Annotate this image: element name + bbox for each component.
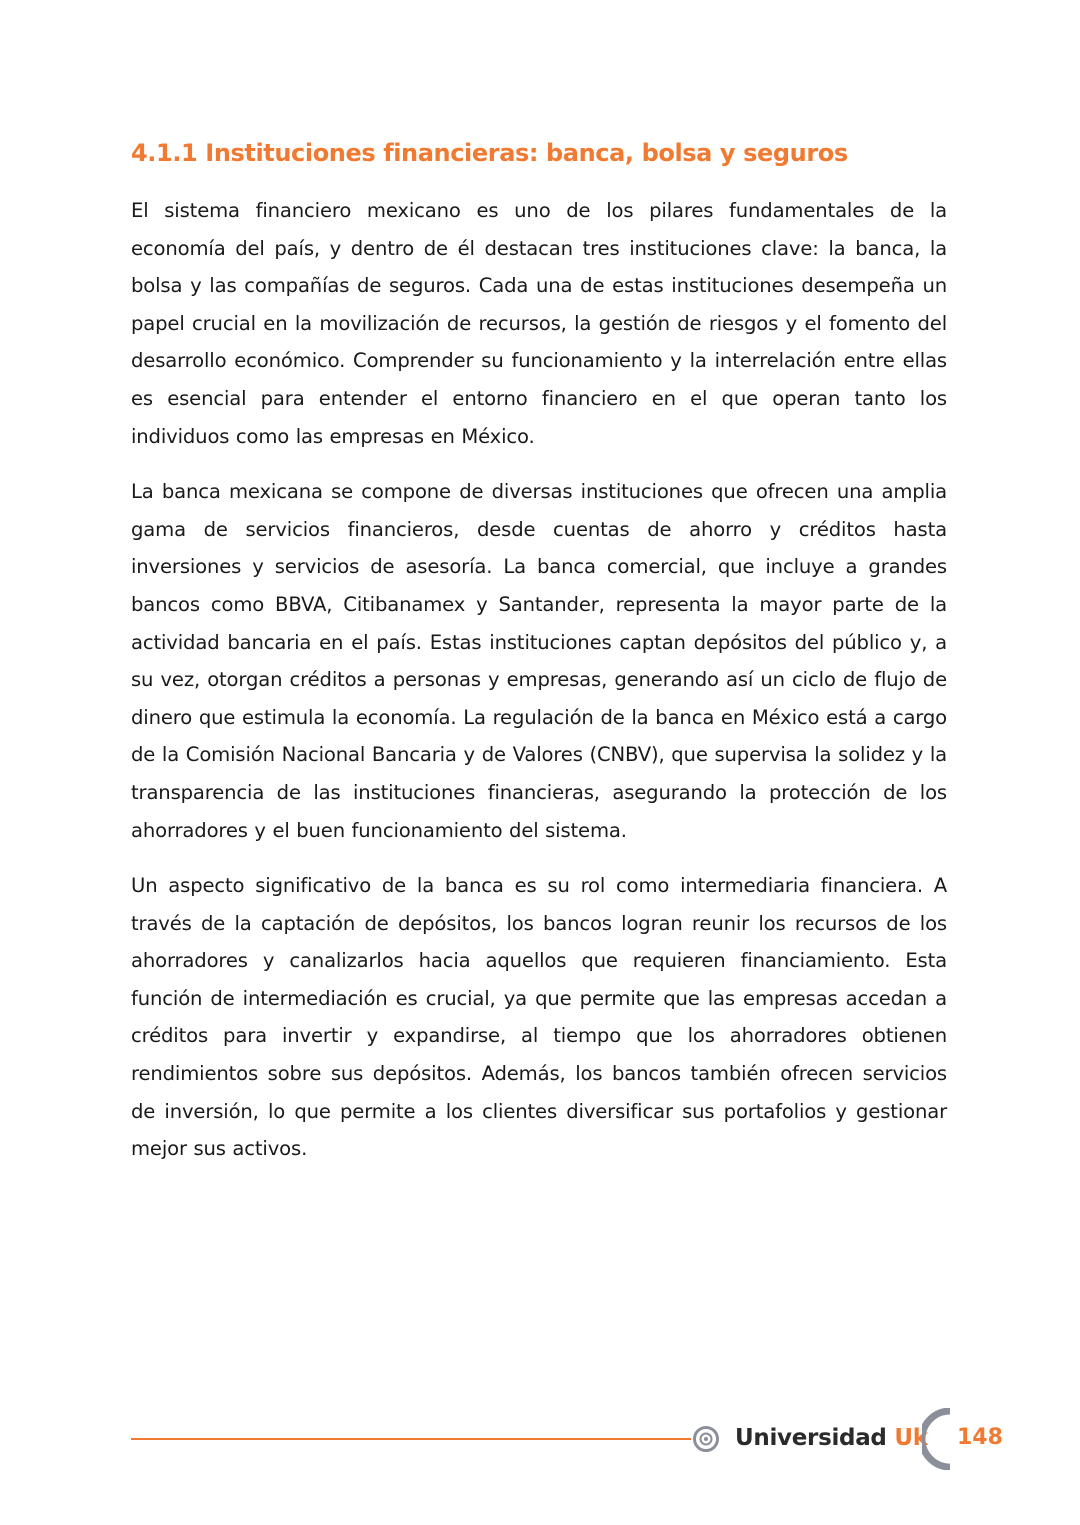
footer-rule	[131, 1438, 691, 1440]
target-icon	[693, 1426, 719, 1452]
footer-brand	[735, 1421, 928, 1455]
arc-decoration-icon	[922, 1408, 952, 1470]
paragraph-2: La banca mexicana se compone de diversas instituciones que ofrecen una amplia gama de servicios financieros, desde cuentas de ahorro y créditos hasta inversiones y servicios de asesoría. La banca comercial, que incluye a grandes bancos como BBVA, Citibanamex y Santander, representa la mayor parte de la actividad bancaria en el país. Estas instituciones captan depósitos del público y, a su vez, otorgan créditos a personas y empresas, generando así un ciclo de flujo de dinero que estimula la economía. La regulación de la banca en México está a cargo de la Comisión Nacional Bancaria y de Valores (CNBV), que supervisa la solidez y la transparencia de las instituciones financieras, asegurando la protección de los ahorradores y el buen funcionamiento del sistema.	[131, 480, 947, 842]
paragraph-3: Un aspecto significativo de la banca es su rol como intermediaria financiera. A través de la captación de depósitos, los bancos logran reunir los recursos de los ahorradores y canalizarlos hacia aquellos que requieren financiamiento. Esta función de intermediación es crucial, ya que permite que las empresas accedan a créditos para invertir y expandirse, al tiempo que los ahorradores obtienen rendimientos sobre sus depósitos. Además, los bancos también ofrecen servicios de inversión, lo que permite a los clientes diversificar sus portafolios y gestionar mejor sus activos.	[131, 874, 947, 1161]
paragraph-1: El sistema financiero mexicano es uno de los pilares fundamentales de la economía del país, y dentro de él destacan tres instituciones clave: la banca, la bolsa y las compañías de seguros. Cada una de estas instituciones desempeña un papel crucial en la movilización de recursos, la gestión de riesgos y el fomento del desarrollo económico. Comprender su funcionamiento y la interrelación entre ellas es esencial para entender el entorno financiero en el que operan tanto los individuos como las empresas en México.	[131, 199, 947, 448]
brand-name: Universidad	[735, 1425, 887, 1451]
page-content	[131, 136, 947, 1186]
brand-accent: Uk	[894, 1425, 928, 1451]
page-number: 148	[957, 1425, 1003, 1450]
section-title: 4.1.1 Instituciones financieras: banca, bolsa y seguros	[131, 139, 848, 167]
